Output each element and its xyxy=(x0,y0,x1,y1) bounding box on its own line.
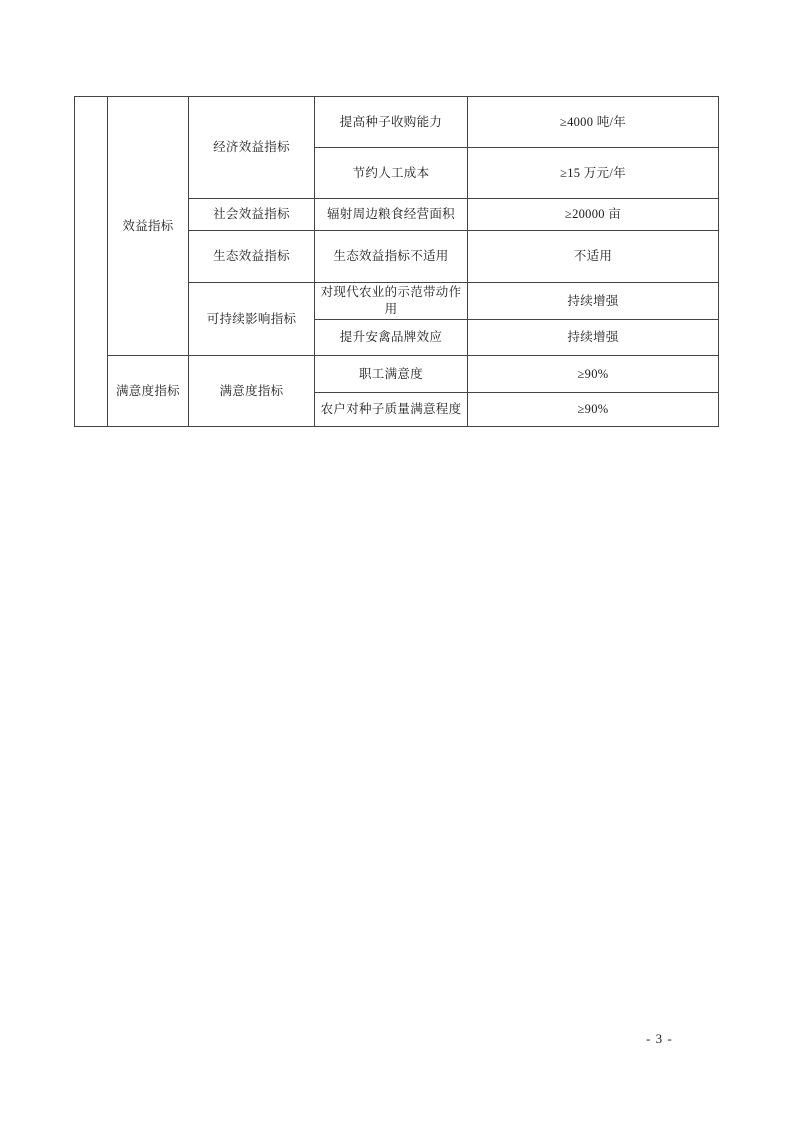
cell-value: 持续增强 xyxy=(468,283,719,320)
cell-value: ≥15 万元/年 xyxy=(468,148,719,199)
cell-subgroup-social: 社会效益指标 xyxy=(189,199,315,231)
cell-indicator: 对现代农业的示范带动作用 xyxy=(315,283,468,320)
cell-subgroup-ecological: 生态效益指标 xyxy=(189,231,315,283)
indicators-table xyxy=(74,96,719,427)
cell-value: ≥90% xyxy=(468,356,719,393)
cell-value: ≥20000 亩 xyxy=(468,199,719,231)
cell-value: 持续增强 xyxy=(468,320,719,356)
cell-indicator: 辐射周边粮食经营面积 xyxy=(315,199,468,231)
cell-indicator: 生态效益指标不适用 xyxy=(315,231,468,283)
page-number: - 3 - xyxy=(646,1031,673,1046)
cell-group-benefit: 效益指标 xyxy=(108,97,189,356)
cell-indicator: 提高种子收购能力 xyxy=(315,97,468,148)
cell-indicator: 职工满意度 xyxy=(315,356,468,393)
cell-indicator: 农户对种子质量满意程度 xyxy=(315,393,468,427)
cell-empty-spanner xyxy=(75,97,108,427)
cell-subgroup-sustainability: 可持续影响指标 xyxy=(189,283,315,356)
cell-group-satisfaction: 满意度指标 xyxy=(108,356,189,427)
cell-indicator: 节约人工成本 xyxy=(315,148,468,199)
table-row xyxy=(75,97,719,148)
cell-value: ≥4000 吨/年 xyxy=(468,97,719,148)
table-row xyxy=(75,356,719,393)
cell-subgroup-economic: 经济效益指标 xyxy=(189,97,315,199)
cell-value: 不适用 xyxy=(468,231,719,283)
cell-value: ≥90% xyxy=(468,393,719,427)
cell-indicator: 提升安禽品牌效应 xyxy=(315,320,468,356)
cell-subgroup-satisfaction: 满意度指标 xyxy=(189,356,315,427)
